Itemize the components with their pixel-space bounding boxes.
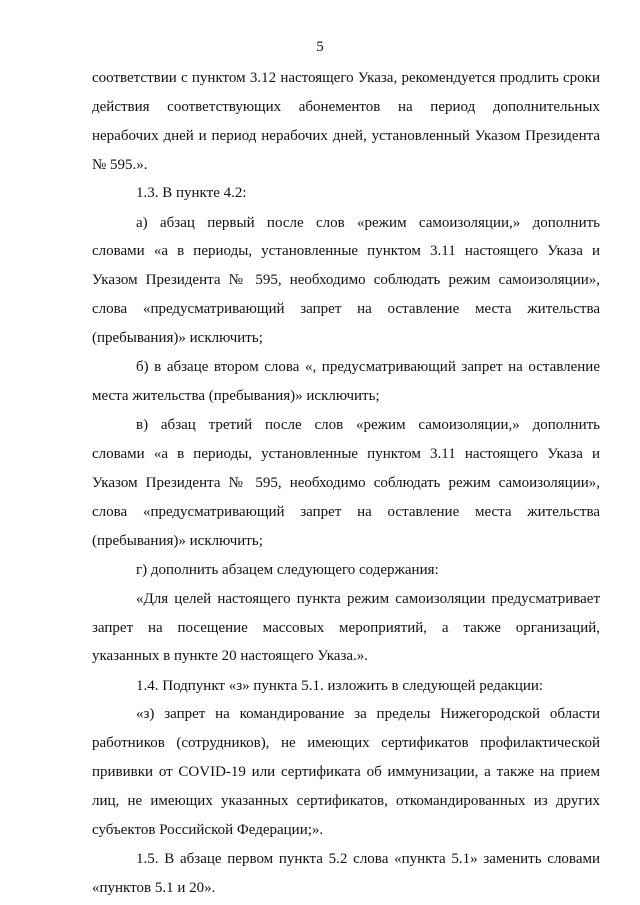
text-line: слова «предусматривающий запрет на оставление места жительства <box>92 301 600 317</box>
page-number: 5 <box>316 39 324 55</box>
text-line: действия соответствующих абонементов на период дополнительных <box>92 99 600 115</box>
text-line: «пунктов 5.1 и 20». <box>92 880 216 896</box>
text-line: а) абзац первый после слов «режим самоизоляции,» дополнить <box>136 215 600 231</box>
text-line: соответствии с пунктом 3.12 настоящего Указа, рекомендуется продлить сроки <box>92 70 600 86</box>
text-line: места жительства (пребывания)» исключить; <box>92 388 380 404</box>
section-heading-1-3: 1.3. В пункте 4.2: <box>136 185 247 201</box>
text-line: г) дополнить абзацем следующего содержания: <box>136 562 439 578</box>
text-line: № 595.». <box>92 157 148 173</box>
text-line: указанных в пункте 20 настоящего Указа.». <box>92 648 369 664</box>
text-line: б) в абзаце втором слова «, предусматривающий запрет на оставление <box>136 359 600 375</box>
text-line: словами «а в периоды, установленные пунктом 3.11 настоящего Указа и <box>92 243 600 259</box>
section-heading-1-5: 1.5. В абзаце первом пункта 5.2 слова «пункта 5.1» заменить словами <box>136 851 600 867</box>
text-line: запрет на посещение массовых мероприятий, а также организаций, <box>92 620 600 636</box>
text-line: (пребывания)» исключить; <box>92 533 263 549</box>
text-line: Указом Президента № 595, необходимо соблюдать режим самоизоляции», <box>92 272 600 288</box>
text-line: «Для целей настоящего пункта режим самоизоляции предусматривает <box>136 591 600 607</box>
text-line: прививки от COVID-19 или сертификата об иммунизации, а также на прием <box>92 764 600 780</box>
text-line: «з) запрет на командирование за пределы Нижегородской области <box>136 706 600 722</box>
text-line: работников (сотрудников), не имеющих сертификатов профилактической <box>92 735 600 751</box>
text-line: субъектов Российской Федерации;». <box>92 822 324 838</box>
text-line: словами «а в периоды, установленные пунктом 3.11 настоящего Указа и <box>92 446 600 462</box>
text-line: нерабочих дней и период нерабочих дней, установленный Указом Президента <box>92 128 600 144</box>
section-heading-1-4: 1.4. Подпункт «з» пункта 5.1. изложить в следующей редакции: <box>136 678 544 694</box>
text-line: слова «предусматривающий запрет на оставление места жительства <box>92 504 600 520</box>
text-line: в) абзац третий после слов «режим самоизоляции,» дополнить <box>136 417 600 433</box>
text-line: (пребывания)» исключить; <box>92 330 263 346</box>
text-line: Указом Президента № 595, необходимо соблюдать режим самоизоляции», <box>92 475 600 491</box>
text-line: лиц, не имеющих указанных сертификатов, откомандированных из других <box>92 793 600 809</box>
